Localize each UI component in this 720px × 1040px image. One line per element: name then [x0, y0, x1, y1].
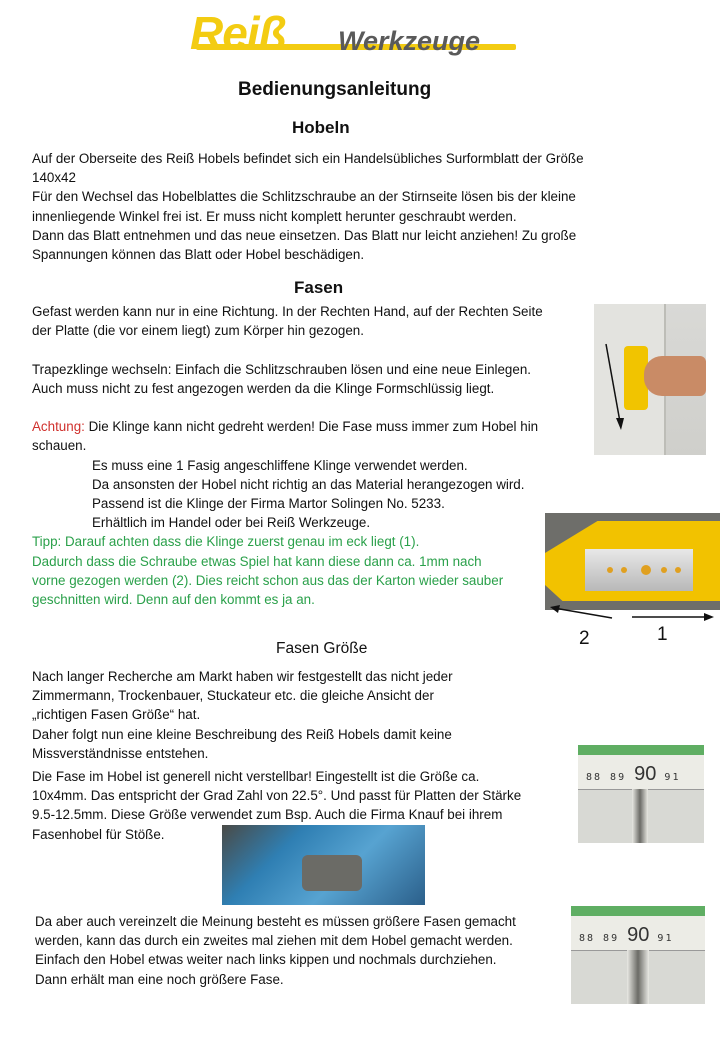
text-line: innenliegende Winkel frei ist. Er muss nicht komplett herunter geschraubt werden. — [32, 208, 517, 224]
text-line: der Platte (die vor einem liegt) zum Körper hin gezogen. — [32, 323, 364, 339]
text-line: Fasenhobel für Stöße. — [32, 826, 165, 842]
label-one: 1 — [657, 624, 668, 645]
photo-hole — [641, 565, 651, 575]
text-line: Auch muss nicht zu fest angezogen werden da die Klinge Formschlüssig liegt. — [32, 380, 495, 396]
chamfer-groove — [627, 950, 649, 1004]
ruler-small-numbers: 88 89 — [586, 772, 627, 783]
text-line: Daher folgt nun eine kleine Beschreibung des Reiß Hobels damit keine — [32, 726, 452, 742]
text-line: Spannungen können das Blatt oder Hobel beschädigen. — [32, 247, 365, 263]
indented-line: Es muss eine 1 Fasig angeschliffene Klinge verwendet werden. — [92, 457, 468, 473]
text-line: Auf der Oberseite des Reiß Hobels befindet sich ein Handelsübliches Surformblatt der Größe — [32, 151, 584, 166]
photo-blade — [545, 513, 720, 610]
text-line: Missverständnisse entstehen. — [32, 745, 209, 761]
photo-hole — [675, 567, 681, 573]
text-line: werden, kann das durch ein zweites mal ziehen mit dem Hobel gemacht werden. — [35, 933, 513, 949]
ruler-numbers — [586, 763, 680, 786]
text-line: Trapezklinge wechseln: Einfach die Schlitzschrauben lösen und eine neue Einlegen. — [32, 361, 531, 377]
logo-brand: Reiß — [190, 7, 286, 59]
text-line: Die Fase im Hobel ist generell nicht verstellbar! Eingestellt ist die Größe ca. — [32, 769, 480, 784]
tip-line: vorne gezogen werden (2). Dies reicht schon aus das der Karton wieder sauber — [32, 572, 504, 588]
photo-hole — [661, 567, 667, 573]
text-line: Dann erhält man eine noch größere Fase. — [35, 971, 284, 987]
warning-label: Achtung: — [32, 419, 85, 435]
hobeln-text — [32, 149, 584, 264]
down-arrow-icon — [594, 304, 706, 455]
label-two: 2 — [579, 628, 590, 649]
logo-subtitle: Werkzeuge — [338, 26, 481, 56]
photo-planer-hand — [594, 304, 706, 455]
ruler-big-number: 90 — [634, 763, 657, 785]
page-title: Bedienungsanleitung — [238, 79, 432, 100]
ruler-big-number: 90 — [627, 924, 650, 946]
fasen-text — [32, 302, 543, 609]
ruler-strip — [571, 906, 705, 916]
text-line: Für den Wechsel das Hobelblattes die Schlitzschraube an der Stirnseite lösen bis der kleine — [32, 189, 576, 205]
chamfer-groove — [632, 789, 648, 843]
fasen-groesse-text-3 — [35, 912, 516, 989]
ruler-end-number: 91 — [664, 772, 681, 783]
ruler-end-number: 91 — [657, 933, 674, 944]
warning-text: Die Klinge kann nicht gedreht werden! Die Fase muss immer zum Hobel hin — [84, 419, 539, 435]
photo-ruler-chamfer-1 — [578, 745, 704, 843]
ruler-numbers — [579, 924, 673, 947]
text-line: Da aber auch vereinzelt die Meinung besteht es müssen größere Fasen gemacht — [35, 914, 516, 929]
section-heading-fasen-groesse: Fasen Größe — [276, 640, 368, 657]
section-heading-hobeln: Hobeln — [292, 118, 350, 137]
ruler — [578, 745, 704, 790]
text-line: „richtigen Fasen Größe“ hat. — [32, 707, 201, 723]
text-line: 10x4mm. Das entspricht der Grad Zahl von 22.5°. Und passt für Platten der Stärke — [32, 788, 522, 804]
photo-hole — [621, 567, 627, 573]
text-line: Gefast werden kann nur in eine Richtung. In der Rechten Hand, auf der Rechten Seite — [32, 304, 543, 319]
fasen-groesse-text-1 — [32, 667, 453, 763]
direction-arrows-icon — [548, 604, 720, 626]
photo-blue-planer — [222, 825, 425, 905]
indented-line: Da ansonsten der Hobel nicht richtig an das Material herangezogen wird. — [92, 476, 525, 492]
ruler — [571, 906, 705, 951]
text-line: Einfach den Hobel etwas weiter nach links kippen und nochmals durchziehen. — [35, 952, 497, 968]
ruler-strip — [578, 745, 704, 755]
section-heading-fasen: Fasen — [294, 278, 344, 297]
text-line: 140x42 — [32, 170, 76, 186]
indented-line: Erhältlich im Handel oder bei Reiß Werkzeuge. — [92, 515, 371, 531]
text-line: schauen. — [32, 438, 87, 454]
text-line: Zimmermann, Trockenbauer, Stuckateur etc. die gleiche Ansicht der — [32, 688, 434, 704]
ruler-small-numbers: 88 89 — [579, 933, 620, 944]
tip-line: Tipp: Darauf achten dass die Klinge zuerst genau im eck liegt (1). — [32, 534, 420, 550]
photo-hole — [607, 567, 613, 573]
indented-line: Passend ist die Klinge der Firma Martor Solingen No. 5233. — [92, 496, 445, 511]
text-line: Dann das Blatt entnehmen und das neue einsetzen. Das Blatt nur leicht anziehen! Zu große — [32, 227, 577, 243]
warning-line — [32, 417, 543, 436]
tip-line: geschnitten wird. Denn auf den kommt es ja an. — [32, 592, 315, 608]
tip-line: Dadurch dass die Schraube etwas Spiel hat kann diese dann ca. 1mm nach — [32, 553, 482, 569]
spacer — [32, 398, 543, 417]
spacer — [32, 340, 543, 359]
photo-planer-knob — [302, 855, 362, 891]
photo-ruler-chamfer-2 — [571, 906, 705, 1004]
text-line: Nach langer Recherche am Markt haben wir festgestellt das nicht jeder — [32, 669, 453, 684]
text-line: 9.5-12.5mm. Diese Größe verwendet zum Bsp. Auch die Firma Knauf bei ihrem — [32, 807, 503, 823]
